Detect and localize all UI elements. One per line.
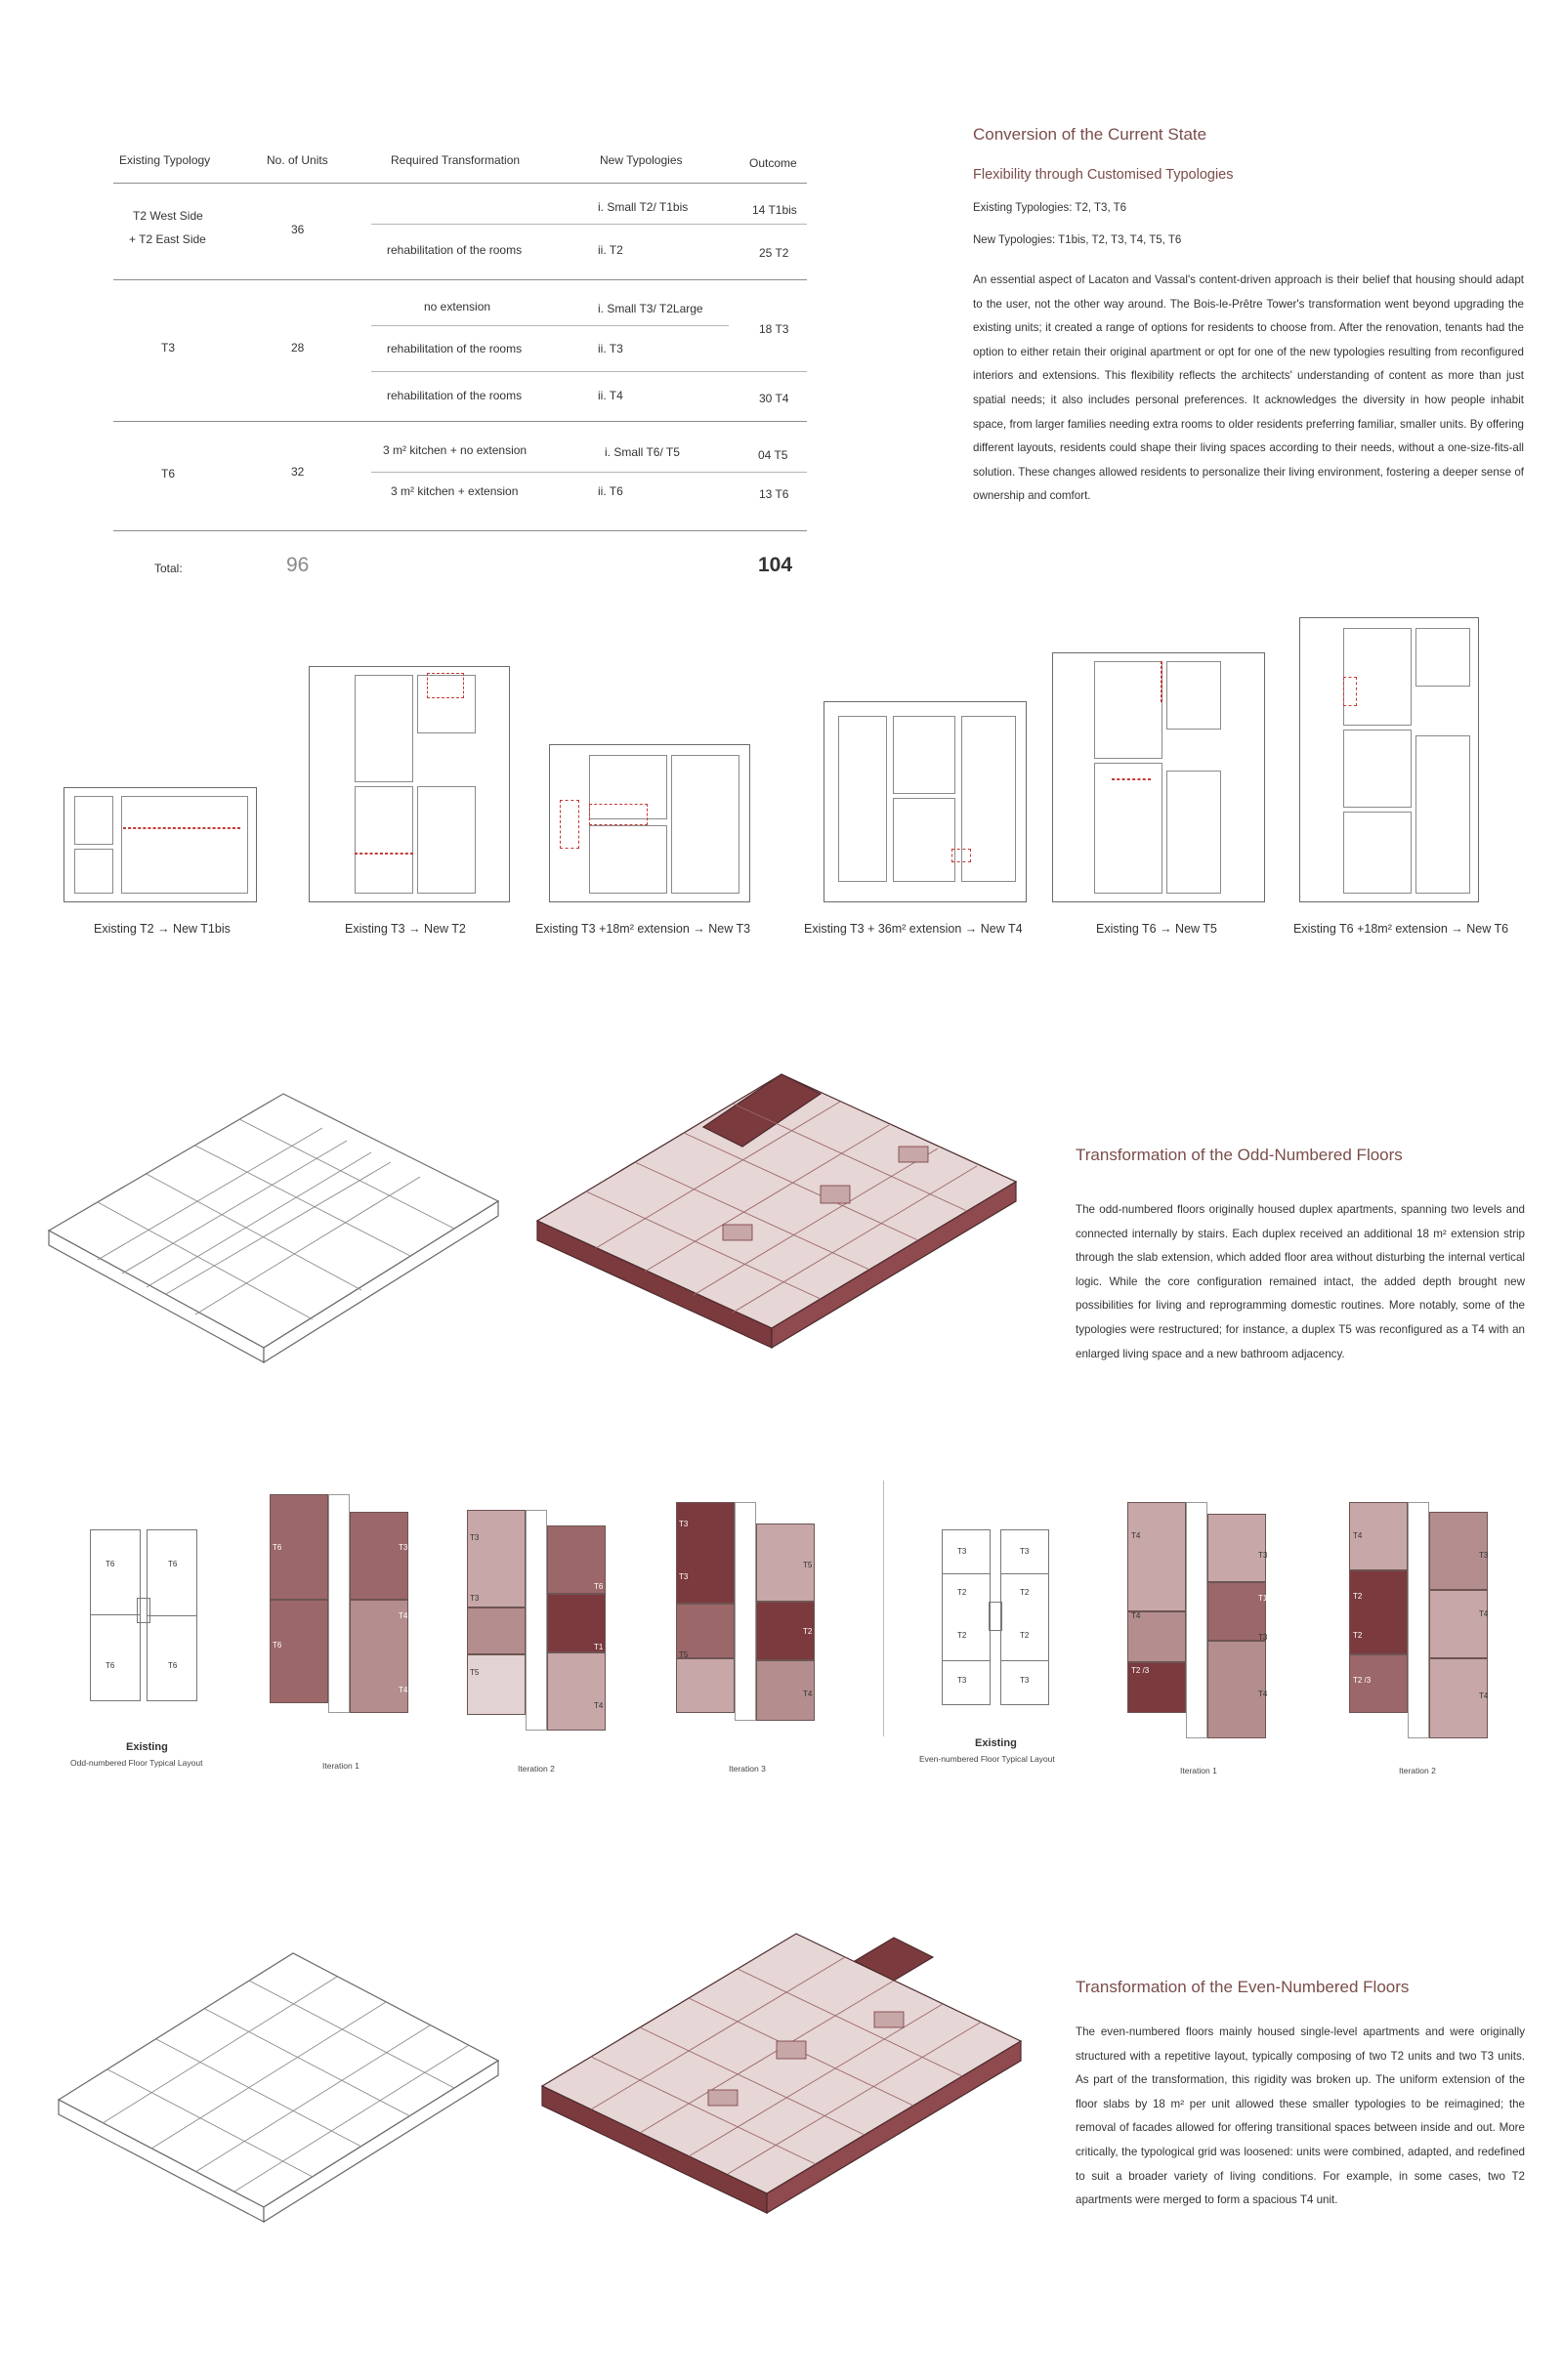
cell-transformation: rehabilitation of the rooms	[387, 243, 523, 257]
odd-existing-subcaption: Odd-numbered Floor Typical Layout	[70, 1758, 203, 1768]
new-typologies: New Typologies: T1bis, T2, T3, T4, T5, T6	[973, 234, 1182, 246]
cell-transformation: 3 m² kitchen + extension	[391, 484, 519, 498]
table-rule	[113, 421, 807, 422]
plan-caption: Existing T3 → New T2	[345, 922, 466, 936]
even-floor-new-axonometric	[532, 1895, 1031, 2217]
cell-outcome: 04 T5	[758, 448, 788, 462]
cell-new-typology: i. Small T3/ T2Large	[598, 302, 703, 315]
even-existing-caption: Existing	[975, 1737, 1017, 1749]
odd-existing-caption: Existing	[126, 1741, 168, 1753]
cell-typology: + T2 East Side	[129, 232, 206, 246]
table-rule	[371, 325, 729, 326]
odd-iteration-2-caption: Iteration 2	[518, 1764, 555, 1774]
cell-new-typology: ii. T2	[598, 243, 623, 257]
cell-outcome: 18 T3	[759, 322, 789, 336]
table-rule	[113, 183, 807, 184]
odd-iteration-3-caption: Iteration 3	[729, 1764, 766, 1774]
plan-t3-to-t2	[309, 666, 510, 902]
plan-t3-ext-to-t4	[824, 701, 1027, 902]
plan-caption: Existing T2 → New T1bis	[94, 922, 231, 936]
even-floors-body: The even-numbered floors mainly housed single-level apartments and were originally structured with a repetitive layout, typically composing of two T2 units and two T3 units. As part of the transformation, this rigidity was broken up. The uniform extension of the floor slabs by 18 m² per unit allowed these smaller typologies to be reimagined; the removal of facades allowed for offering transitional spaces between inside and out. More critically, the typological grid was loosened: units were combined, adapted, and redefined to suit a broader variety of living conditions. For example, in some cases, two T2 apartments were merged to form a spacious T4 unit.	[1076, 2025, 1525, 2207]
cell-outcome: 25 T2	[759, 246, 789, 260]
plan-caption: Existing T6 +18m² extension → New T6	[1293, 922, 1509, 936]
even-iteration-2-caption: Iteration 2	[1399, 1766, 1436, 1775]
plan-t2-to-t1bis	[63, 787, 257, 902]
conversion-subtitle: Flexibility through Customised Typologies	[973, 167, 1234, 183]
conversion-title: Conversion of the Current State	[973, 125, 1207, 144]
total-outcome: 104	[758, 554, 793, 576]
cell-outcome: 14 T1bis	[752, 203, 797, 217]
cell-new-typology: ii. T3	[598, 342, 623, 355]
cell-transformation: no extension	[424, 300, 491, 313]
odd-floors-title: Transformation of the Odd-Numbered Floors	[1076, 1146, 1403, 1164]
header-outcome: Outcome	[749, 156, 797, 170]
cell-new-typology: i. Small T6/ T5	[605, 445, 680, 459]
cell-outcome: 13 T6	[759, 487, 789, 501]
cell-units: 36	[291, 223, 305, 236]
cell-new-typology: ii. T6	[598, 484, 623, 498]
cell-typology: T6	[161, 467, 176, 480]
table-rule	[371, 371, 807, 372]
cell-typology: T2 West Side	[133, 209, 203, 223]
table-rule	[113, 279, 807, 280]
plan-caption: Existing T6 → New T5	[1096, 922, 1217, 936]
header-existing-typology: Existing Typology	[119, 153, 211, 167]
even-existing-subcaption: Even-numbered Floor Typical Layout	[919, 1754, 1055, 1764]
plan-caption: Existing T3 +18m² extension → New T3	[535, 922, 751, 936]
table-rule	[371, 472, 807, 473]
cell-new-typology: ii. T4	[598, 389, 623, 402]
cell-outcome: 30 T4	[759, 392, 789, 405]
cell-typology: T3	[161, 341, 176, 355]
header-no-of-units: No. of Units	[267, 153, 328, 167]
header-new-typologies: New Typologies	[600, 153, 683, 167]
plan-t6-to-t5	[1052, 652, 1265, 902]
total-label: Total:	[154, 562, 183, 575]
even-iteration-1-caption: Iteration 1	[1180, 1766, 1217, 1775]
plan-t3-ext-to-t3	[549, 744, 750, 902]
header-required-transformation: Required Transformation	[391, 153, 521, 167]
existing-typologies: Existing Typologies: T2, T3, T6	[973, 202, 1127, 214]
cell-units: 28	[291, 341, 305, 355]
even-floor-existing-axonometric	[49, 1934, 508, 2227]
total-units: 96	[286, 554, 310, 576]
odd-floors-body: The odd-numbered floors originally housed duplex apartments, spanning two levels and connected internally by stairs. Each duplex received an additional 18 m² extension strip through the slab extension, which added floor area without disturbing the internal vertical logic. While the core configuration remained intact, the added depth brought new possibilities for living and reprogramming domestic routines. More notably, some of the typologies were restructured; for instance, a duplex T5 was reconfigured as a T4 with an enlarged living space and a new bathroom adjacency.	[1076, 1203, 1525, 1360]
table-rule	[113, 530, 807, 531]
even-floors-title: Transformation of the Even-Numbered Floors	[1076, 1978, 1410, 1996]
odd-floor-new-axonometric	[528, 1039, 1026, 1352]
cell-transformation: 3 m² kitchen + no extension	[383, 443, 528, 457]
odd-iteration-1-caption: Iteration 1	[322, 1761, 359, 1771]
table-rule	[371, 224, 807, 225]
plan-caption: Existing T3 + 36m² extension → New T4	[804, 922, 1023, 936]
cell-units: 32	[291, 465, 305, 479]
conversion-body: An essential aspect of Lacaton and Vassal's content-driven approach is their belief that housing should adapt to the user, not the other way around. The Bois-le-Prêtre Tower's transformation went beyond upgrading the existing units; it created a range of options for residents to choose from. After the renovation, tenants had the option to either retain their original apartment or opt for one of the new typologies resulting from reconfigured interiors and extensions. This flexibility reflects the architects' understanding of content as more than just spatial needs; it also includes personal preferences. It acknowledges the diversity in how people inhabit space, from larger families needing extra rooms to older residents preferring familiar, smaller units. By offering different layouts, residents could shape their living spaces according to their needs, without a one-size-fits-all solution. These changes allowed residents to personalize their living environment, fostering a deeper sense of ownership and comfort.	[973, 273, 1524, 503]
layout-divider	[883, 1481, 884, 1736]
plan-t6-ext-to-t6	[1299, 617, 1479, 902]
cell-transformation: rehabilitation of the rooms	[387, 342, 523, 355]
odd-floor-existing-axonometric	[39, 1074, 508, 1367]
cell-new-typology: i. Small T2/ T1bis	[598, 200, 689, 214]
cell-transformation: rehabilitation of the rooms	[387, 389, 523, 402]
